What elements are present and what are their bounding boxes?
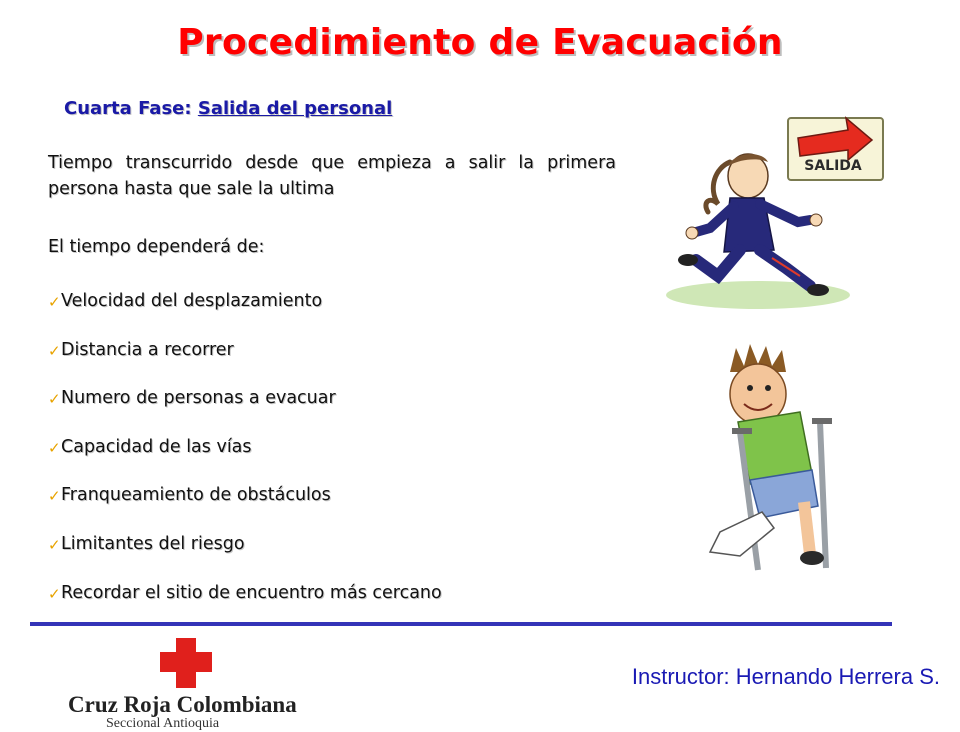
- list-item: ✓ Franqueamiento de obstáculos: [48, 485, 331, 506]
- red-cross-icon: [60, 630, 330, 690]
- list-item: ✓ Numero de personas a evacuar: [48, 388, 336, 409]
- phase-description: Tiempo transcurrido desde que empieza a salir la primera persona hasta que sale la ultima: [48, 153, 616, 199]
- phase-heading: [64, 98, 392, 119]
- check-icon: ✓: [48, 438, 61, 457]
- check-icon: ✓: [48, 341, 61, 360]
- list-item: ✓ Capacidad de las vías: [48, 436, 252, 457]
- slide-title: Procedimiento de Evacuación: [177, 22, 783, 63]
- check-icon: ✓: [48, 487, 61, 506]
- footer-divider: [30, 622, 892, 626]
- running-person-exit-illustration: [660, 100, 890, 315]
- list-item: ✓ Distancia a recorrer: [48, 339, 234, 360]
- exit-sign-text: SALIDA: [804, 158, 862, 174]
- logo-subtext: Seccional Antioquia: [106, 716, 220, 731]
- instructor-credit: Instructor: Hernando Herrera S.: [631, 664, 940, 689]
- check-icon: ✓: [48, 293, 61, 311]
- phase-label: Cuarta Fase:: [64, 98, 192, 119]
- list-item: ✓ Recordar el sitio de encuentro más cercano: [48, 582, 442, 603]
- depends-label: El tiempo dependerá de:: [48, 237, 265, 257]
- phase-title: Salida del personal: [197, 98, 393, 119]
- check-icon: ✓: [48, 584, 61, 603]
- list-item: ✓ Limitantes del riesgo: [48, 533, 245, 554]
- list-item: ✓ Velocidad del desplazamiento: [48, 291, 323, 311]
- check-icon: ✓: [48, 390, 61, 409]
- boy-with-crutches-illustration: [700, 342, 860, 572]
- check-icon: ✓: [48, 535, 61, 554]
- factor-list: [48, 291, 442, 631]
- logo-text: Cruz Roja Colombiana: [68, 692, 297, 717]
- cruz-roja-logo: [60, 630, 330, 731]
